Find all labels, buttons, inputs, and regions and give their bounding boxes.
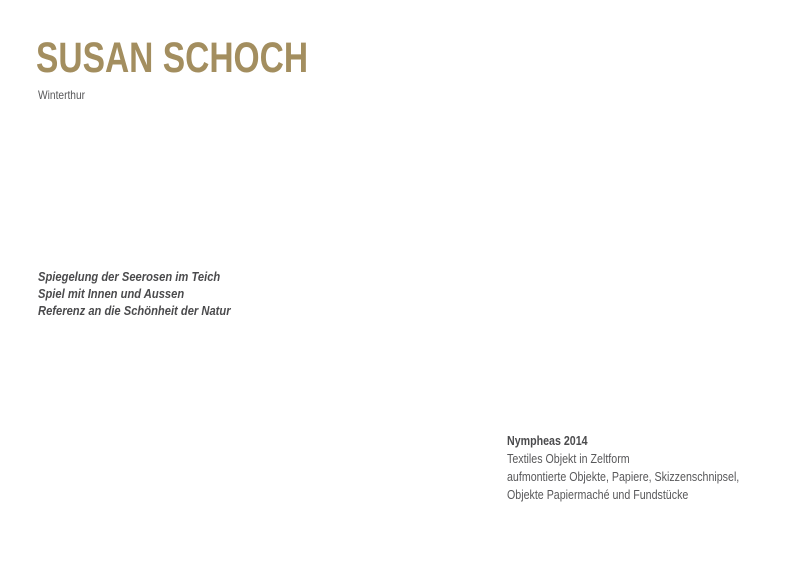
statement-line: Spiel mit Innen und Aussen bbox=[38, 286, 185, 301]
artist-name: SUSAN SCHOCH bbox=[36, 34, 309, 82]
work-detail: Objekte Papiermaché und Fundstücke bbox=[507, 487, 689, 502]
artist-location: Winterthur bbox=[38, 88, 86, 102]
statement-line: Spiegelung der Seerosen im Teich bbox=[38, 269, 221, 284]
work-caption bbox=[507, 432, 739, 504]
artist-statement bbox=[38, 268, 231, 319]
work-detail: aufmontierte Objekte, Papiere, Skizzenschnipsel, bbox=[507, 469, 740, 484]
statement-line: Referenz an die Schönheit der Natur bbox=[38, 303, 231, 318]
work-detail: Textiles Objekt in Zeltform bbox=[507, 451, 630, 466]
work-title: Nympheas 2014 bbox=[507, 433, 588, 448]
